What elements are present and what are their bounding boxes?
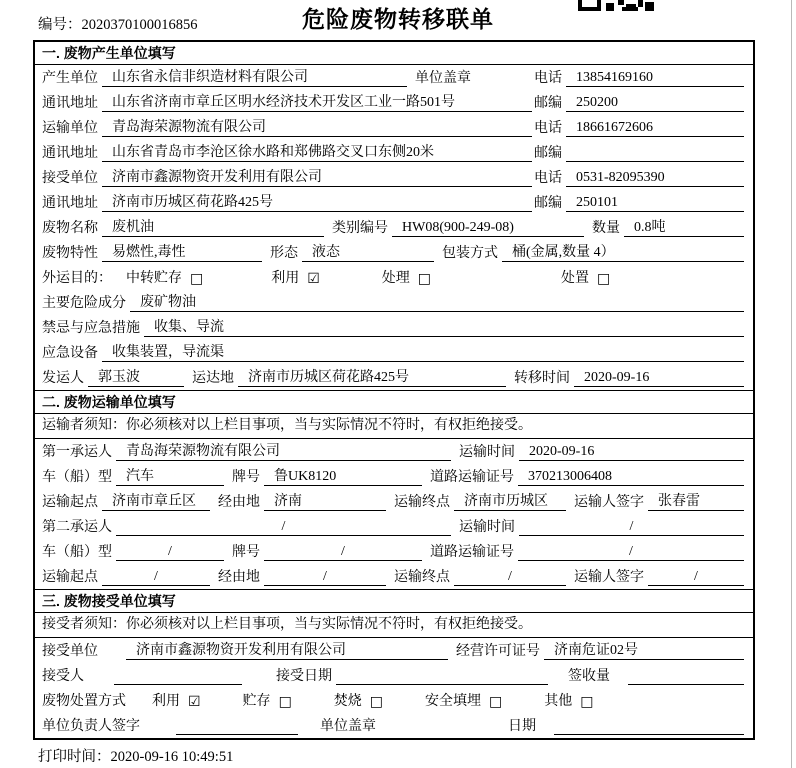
checkbox-icon: □: [597, 270, 611, 287]
accept-unit-row: [35, 638, 753, 663]
purpose-option-transfer: [126, 267, 203, 287]
checkbox-icon: ☑: [307, 270, 320, 287]
quantity-field: 0.8吨: [624, 216, 744, 237]
section3-title: 三. 废物接受单位填写: [35, 589, 753, 613]
road-permit-label: 道路运输证号: [430, 545, 514, 560]
checkbox-label: 安全填埋: [425, 694, 482, 709]
plate-label: 牌号: [232, 470, 260, 485]
via-label: 经由地: [218, 570, 260, 585]
carrier-sign1-field: 张春雷: [648, 490, 744, 511]
origin1-field: 济南市章丘区: [102, 490, 210, 511]
carrier1-field: 青岛海荣源物流有限公司: [116, 440, 451, 461]
accept-date-field: [336, 668, 548, 685]
vehicle2-field: /: [116, 544, 224, 561]
producer-address-row: [35, 90, 753, 115]
producer-name-field: 山东省永信非织造材料有限公司: [102, 66, 407, 87]
section1-title: 一. 废物产生单位填写: [35, 42, 753, 65]
plate1-field: 鲁UK8120: [264, 465, 422, 486]
checkbox-icon: □: [278, 693, 292, 710]
receiver-phone-field: 0531-82095390: [566, 170, 744, 187]
shipper-label: 发运人: [42, 371, 84, 386]
serial-number-value: 2020370100016856: [81, 17, 198, 33]
vehicle2-row: [35, 539, 753, 564]
address-label: 通讯地址: [42, 146, 98, 161]
checkbox-label: 焚烧: [333, 694, 362, 709]
zip-label: 邮编: [534, 146, 562, 161]
address-label: 通讯地址: [42, 196, 98, 211]
amount-field: [628, 668, 744, 685]
producer-phone-group: [534, 67, 746, 87]
disposal-row: [35, 688, 753, 713]
print-time-label: 打印时间：: [38, 749, 111, 765]
accept-person-field: [114, 668, 242, 685]
zip-label: 邮编: [534, 196, 562, 211]
end-label: 运输终点: [394, 495, 450, 510]
receiver-address-field: 济南市历城区荷花路425号: [102, 191, 532, 212]
receiver-phone-group: [534, 167, 746, 187]
producer-row: [35, 65, 753, 90]
carrier-sign-label: 运输人签字: [574, 495, 644, 510]
equipment-label: 应急设备: [42, 346, 98, 361]
transporter-zip-field: [566, 145, 744, 162]
checkbox-label: 利用: [271, 271, 300, 286]
page-title: 危险废物转移联单: [302, 6, 494, 32]
page-edge-divider: [791, 0, 792, 768]
transporter-zip-group: [534, 142, 746, 162]
document-header: [0, 0, 796, 40]
end2-field: /: [454, 569, 566, 586]
purpose-label: 外运目的：: [42, 271, 112, 286]
form-label: 形态: [270, 246, 298, 261]
carrier2-row: [35, 514, 753, 539]
checkbox-icon: □: [489, 693, 503, 710]
disposal-option-incinerate: [334, 690, 383, 710]
purpose-option-treat: [382, 267, 431, 287]
vehicle-type-label: 车（船）型: [42, 470, 112, 485]
checkbox-label: 中转贮存: [126, 271, 182, 286]
road-permit1-field: 370213006408: [518, 469, 744, 486]
carrier2-field: /: [116, 519, 451, 536]
packing-label: 包装方式: [442, 246, 498, 261]
disposal-option-landfill: [425, 690, 502, 710]
print-time: [38, 745, 233, 766]
address-label: 通讯地址: [42, 96, 98, 111]
end-label: 运输终点: [394, 570, 450, 585]
origin-label: 运输起点: [42, 570, 98, 585]
checkbox-icon: ☑: [188, 693, 201, 710]
transport-time1-field: 2020-09-16: [519, 444, 744, 461]
purpose-option-dispose: [561, 267, 610, 287]
unit-seal-label: 单位盖章: [320, 719, 376, 734]
transporter-address-row: [35, 140, 753, 165]
qrcode-cropped-icon: [578, 0, 654, 11]
receiver-label: 接受单位: [42, 171, 98, 186]
producer-zip-group: [534, 92, 746, 112]
road-permit-label: 道路运输证号: [430, 470, 514, 485]
vehicle1-row: [35, 464, 753, 489]
via1-field: 济南: [264, 490, 386, 511]
category-label: 类别编号: [332, 221, 388, 236]
license-label: 经营许可证号: [456, 644, 540, 659]
accept-person-label: 接受人: [42, 669, 84, 684]
license-field: 济南危证02号: [544, 639, 744, 660]
checkbox-label: 利用: [152, 694, 180, 709]
taboo-label: 禁忌与应急措施: [42, 321, 140, 336]
form-field: 液态: [302, 241, 434, 262]
phone-label: 电话: [534, 71, 562, 86]
transfer-time-label: 转移时间: [514, 371, 570, 386]
phone-label: 电话: [534, 171, 562, 186]
section3-notice: 接受者须知：你必须核对以上栏目事项，当与实际情况不符时，有权拒绝接受。: [35, 613, 753, 638]
trait-field: 易燃性,毒性: [102, 241, 262, 262]
taboo-row: [35, 315, 753, 340]
shipper-field: 郭玉波: [88, 366, 184, 387]
section2-notice: 运输者须知：你必须核对以上栏目事项，当与实际情况不符时，有权拒绝接受。: [35, 414, 753, 439]
waste-name-label: 废物名称: [42, 221, 98, 236]
receiver-address-row: [35, 190, 753, 215]
receiver-zip-group: [534, 192, 746, 212]
transport-time-label: 运输时间: [459, 445, 515, 460]
checkbox-icon: □: [190, 270, 204, 287]
transporter-name-field: 青岛海荣源物流有限公司: [102, 116, 532, 137]
checkbox-icon: □: [417, 270, 432, 287]
destination-label: 运达地: [192, 371, 234, 386]
carrier1-row: [35, 439, 753, 464]
accept-unit-label: 接受单位: [42, 644, 98, 659]
carrier-sign-label: 运输人签字: [574, 570, 644, 585]
accept-date-label: 接受日期: [276, 669, 332, 684]
purpose-row: [35, 265, 753, 290]
transporter-row: [35, 115, 753, 140]
disposal-option-store: [243, 690, 292, 710]
checkbox-label: 其他: [544, 694, 573, 709]
receiver-row: [35, 165, 753, 190]
packing-field: 桶(金属,数量 4）: [502, 241, 744, 262]
carrier-sign2-field: /: [648, 569, 744, 586]
checkbox-icon: □: [580, 693, 594, 710]
shipper-row: [35, 365, 753, 390]
producer-phone-field: 13854169160: [566, 70, 744, 87]
plate2-field: /: [264, 544, 422, 561]
hazard-label: 主要危险成分: [42, 296, 126, 311]
origin-label: 运输起点: [42, 495, 98, 510]
destination-field: 济南市历城区荷花路425号: [238, 366, 506, 387]
print-time-value: 2020-09-16 10:49:51: [110, 749, 234, 765]
disposal-option-other: [544, 690, 593, 710]
quantity-label: 数量: [592, 221, 620, 236]
equipment-row: [35, 340, 753, 365]
responsible-sign-label: 单位负责人签字: [42, 719, 140, 734]
plate-label: 牌号: [232, 545, 260, 560]
amount-label: 签收量: [568, 669, 610, 684]
waste-name-field: 废机油: [102, 216, 324, 237]
transporter-phone-field: 18661672606: [566, 120, 744, 137]
disposal-label: 废物处置方式: [42, 694, 126, 709]
receiver-zip-field: 250101: [566, 195, 744, 212]
carrier1-label: 第一承运人: [42, 445, 112, 460]
unit-seal-label: 单位盖章: [415, 71, 471, 86]
checkbox-label: 处置: [561, 271, 590, 286]
taboo-field: 收集、导流: [144, 316, 744, 337]
disposal-option-use: [152, 690, 201, 710]
hazard-field: 废矿物油: [130, 291, 744, 312]
transporter-phone-group: [534, 117, 746, 137]
road-permit2-field: /: [518, 544, 744, 561]
trait-label: 废物特性: [42, 246, 98, 261]
receiver-name-field: 济南市鑫源物资开发利用有限公司: [102, 166, 532, 187]
checkbox-label: 处理: [381, 271, 410, 286]
equipment-field: 收集装置，导流渠: [102, 341, 744, 362]
accept-unit-field: 济南市鑫源物资开发利用有限公司: [126, 639, 448, 660]
category-code-field: HW08(900-249-08): [392, 220, 584, 237]
section2-title: 二. 废物运输单位填写: [35, 390, 753, 414]
hazard-row: [35, 290, 753, 315]
vehicle1-field: 汽车: [116, 465, 224, 486]
checkbox-icon: □: [369, 693, 384, 710]
transfer-time-field: 2020-09-16: [574, 370, 744, 387]
purpose-option-use: [271, 267, 320, 287]
waste-trait-row: [35, 240, 753, 265]
end1-field: 济南市历城区: [454, 490, 566, 511]
route1-row: [35, 489, 753, 514]
responsible-sign-row: [35, 713, 753, 738]
checkbox-label: 贮存: [242, 694, 271, 709]
transporter-label: 运输单位: [42, 121, 98, 136]
zip-label: 邮编: [534, 96, 562, 111]
serial-number-label: 编号：: [38, 17, 82, 33]
transporter-address-field: 山东省青岛市李沧区徐水路和郑佛路交叉口东侧20米: [102, 141, 532, 162]
producer-address-field: 山东省济南市章丘区明水经济技术开发区工业一路501号: [102, 91, 532, 112]
carrier2-label: 第二承运人: [42, 520, 112, 535]
date-field: [554, 718, 744, 735]
transfer-form: [33, 40, 755, 740]
producer-label: 产生单位: [42, 71, 98, 86]
vehicle-type-label: 车（船）型: [42, 545, 112, 560]
phone-label: 电话: [534, 121, 562, 136]
date-label: 日期: [508, 719, 536, 734]
producer-zip-field: 250200: [566, 95, 744, 112]
responsible-sign-field: [176, 718, 298, 735]
via2-field: /: [264, 569, 386, 586]
route2-row: [35, 564, 753, 589]
waste-name-row: [35, 215, 753, 240]
accept-person-row: [35, 663, 753, 688]
origin2-field: /: [102, 569, 210, 586]
via-label: 经由地: [218, 495, 260, 510]
transport-time-label: 运输时间: [459, 520, 515, 535]
transport-time2-field: /: [519, 519, 744, 536]
